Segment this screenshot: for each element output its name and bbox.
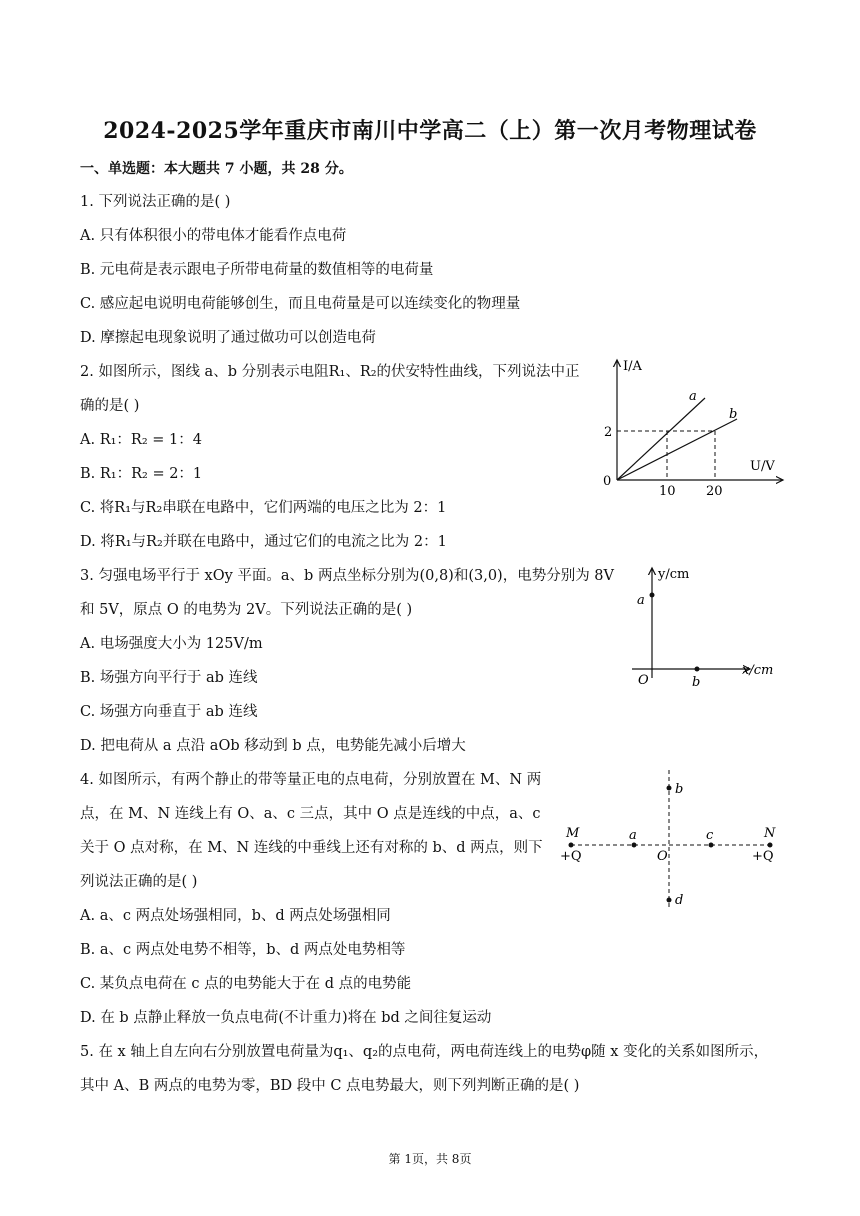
q1-stem: 1. 下列说法正确的是( ) — [80, 194, 231, 210]
x-axis-label: x/cm — [742, 663, 774, 678]
q4-stem-line3: 关于 O 点对称，在 M、N 连线的中垂线上还有对称的 b、d 两点，则下 — [80, 840, 543, 856]
label-qn: +Q — [752, 849, 774, 864]
q5-stem-line2: 其中 A、B 两点的电势为零，BD 段中 C 点电势最大，则下列判断正确的是( ) — [80, 1078, 580, 1094]
q5-stem-line1: 5. 在 x 轴上自左向右分别放置电荷量为q₁、q₂的点电荷，两电荷连线上的电势φ随 x 变化的关系如图所示， — [80, 1044, 769, 1060]
label-c: c — [706, 828, 714, 843]
label-b: b — [675, 782, 684, 797]
q4-stem-line2: 点，在 M、N 连线上有 O、a、c 三点，其中 O 点是连线的中点，a、c — [80, 806, 541, 822]
point-n — [768, 843, 773, 848]
tick-20: 20 — [706, 484, 723, 499]
q3-stem-line1: 3. 匀强电场平行于 xOy 平面。a、b 两点坐标分别为(0,8)和(3,0)，电势分别为 8V — [80, 568, 615, 584]
origin-label: 0 — [603, 474, 612, 489]
q4-option-a: A. a、c 两点处场强相同，b、d 两点处场强相同 — [80, 908, 391, 924]
label-n: N — [764, 826, 776, 841]
line-b-label: b — [729, 407, 738, 422]
point-b — [667, 786, 672, 791]
line-a — [617, 398, 705, 480]
label-b: b — [692, 675, 701, 690]
page-footer: 第 1页，共 8页 — [388, 1152, 472, 1166]
point-a — [632, 843, 637, 848]
q1-option-d: D. 摩擦起电现象说明了通过做功可以创造电荷 — [80, 330, 376, 346]
q4-stem-line1: 4. 如图所示，有两个静止的带等量正电的点电荷，分别放置在 M、N 两 — [80, 772, 542, 788]
q1-option-b: B. 元电荷是表示跟电子所带电荷量的数值相等的电荷量 — [80, 262, 434, 278]
q1-option-c: C. 感应起电说明电荷能够创生，而且电荷量是可以连续变化的物理量 — [80, 296, 521, 312]
q3-option-d: D. 把电荷从 a 点沿 aOb 移动到 b 点，电势能先减小后增大 — [80, 738, 466, 754]
q2-option-d: D. 将R₁与R₂并联在电路中，通过它们的电流之比为 2：1 — [80, 534, 447, 550]
point-m — [569, 843, 574, 848]
tick-2: 2 — [604, 425, 613, 440]
q2-stem-line1: 2. 如图所示，图线 a、b 分别表示电阻R₁、R₂的伏安特性曲线，下列说法中正 — [80, 364, 580, 380]
q2-option-b: B. R₁：R₂ = 2：1 — [80, 466, 203, 482]
point-b — [695, 667, 700, 672]
q2-stem-line2: 确的是( ) — [80, 398, 140, 414]
label-d: d — [675, 893, 684, 908]
y-axis-label: I/A — [623, 359, 642, 374]
q3-option-a: A. 电场强度大小为 125V/m — [80, 636, 263, 652]
q4-charges-figure — [556, 762, 786, 917]
y-axis-label: y/cm — [658, 567, 690, 582]
q2-option-c: C. 将R₁与R₂串联在电路中，它们两端的电压之比为 2：1 — [80, 500, 447, 516]
x-axis-label: U/V — [750, 459, 775, 474]
q3-option-b: B. 场强方向平行于 ab 连线 — [80, 670, 258, 686]
q1-option-a: A. 只有体积很小的带电体才能看作点电荷 — [80, 228, 347, 244]
line-b — [617, 419, 737, 480]
section-heading: 一、单选题：本大题共 7 小题，共 28 分。 — [80, 161, 353, 177]
q2-option-a: A. R₁：R₂ = 1：4 — [80, 432, 202, 448]
label-m: M — [566, 826, 580, 841]
label-qm: +Q — [560, 849, 582, 864]
q3-option-c: C. 场强方向垂直于 ab 连线 — [80, 704, 258, 720]
tick-10: 10 — [659, 484, 676, 499]
q4-option-d: D. 在 b 点静止释放一负点电荷(不计重力)将在 bd 之间往复运动 — [80, 1010, 492, 1026]
label-a: a — [629, 828, 637, 843]
label-a: a — [637, 593, 645, 608]
line-a-label: a — [689, 389, 697, 404]
page-title: 2024-2025学年重庆市南川中学高二（上）第一次月考物理试卷 — [103, 118, 757, 144]
point-c — [709, 843, 714, 848]
q4-option-b: B. a、c 两点处电势不相等，b、d 两点处电势相等 — [80, 942, 406, 958]
point-a — [650, 593, 655, 598]
q2-iv-graph — [595, 352, 795, 502]
q3-stem-line2: 和 5V，原点 O 的电势为 2V。下列说法正确的是( ) — [80, 602, 413, 618]
point-d — [667, 898, 672, 903]
label-o: O — [657, 849, 668, 864]
q3-coordinate-figure — [620, 560, 790, 690]
q4-stem-line4: 列说法正确的是( ) — [80, 874, 198, 890]
origin-label: O — [638, 673, 649, 688]
q4-option-c: C. 某负点电荷在 c 点的电势能大于在 d 点的电势能 — [80, 976, 412, 992]
